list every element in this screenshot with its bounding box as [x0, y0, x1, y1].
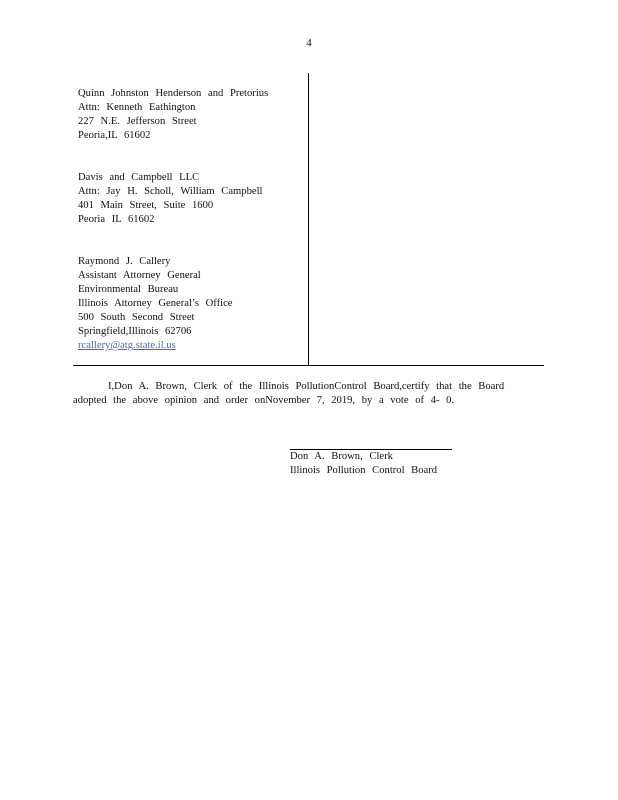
- address-line: Peoria IL 61602: [78, 214, 155, 225]
- service-list-table: [73, 73, 544, 366]
- signer-organization: Illinois Pollution Control Board: [290, 465, 438, 476]
- address-line: Illinois Attorney General’s Office: [78, 298, 233, 309]
- signature-block: [290, 450, 437, 478]
- address-line: Raymond J. Callery: [78, 256, 171, 267]
- service-address-block: [78, 255, 233, 353]
- address-line: Quinn Johnston Henderson and Pretorius: [78, 88, 269, 99]
- service-address-block: [78, 87, 268, 143]
- address-line: Assistant Attorney General: [78, 270, 201, 281]
- address-line: Attn: Kenneth Eathington: [78, 102, 196, 113]
- address-line: Peoria,IL 61602: [78, 130, 151, 141]
- clerk-certification: [73, 380, 515, 408]
- signer-name: Don A. Brown, Clerk: [290, 451, 393, 462]
- column-divider: [308, 73, 309, 366]
- email-link[interactable]: rcallery@atg.state.il.us: [78, 340, 176, 351]
- address-line: 401 Main Street, Suite 1600: [78, 200, 214, 211]
- address-line: Environmental Bureau: [78, 284, 179, 295]
- address-line: Springfield,Illinois 62706: [78, 326, 192, 337]
- address-line: Attn: Jay H. Scholl, William Campbell: [78, 186, 263, 197]
- address-line: 227 N.E. Jefferson Street: [78, 116, 197, 127]
- table-bottom-rule: [73, 365, 544, 366]
- page-number: 4: [306, 37, 312, 49]
- certification-line: adopted the above opinion and order onNovember 7, 2019, by a vote of 4- 0.: [73, 395, 455, 406]
- certification-line: I,Don A. Brown, Clerk of the Illinois PollutionControl Board,certify that the Board: [108, 381, 505, 392]
- address-line: Davis and Campbell LLC: [78, 172, 200, 183]
- service-address-block: [78, 171, 262, 227]
- address-line: 500 South Second Street: [78, 312, 195, 323]
